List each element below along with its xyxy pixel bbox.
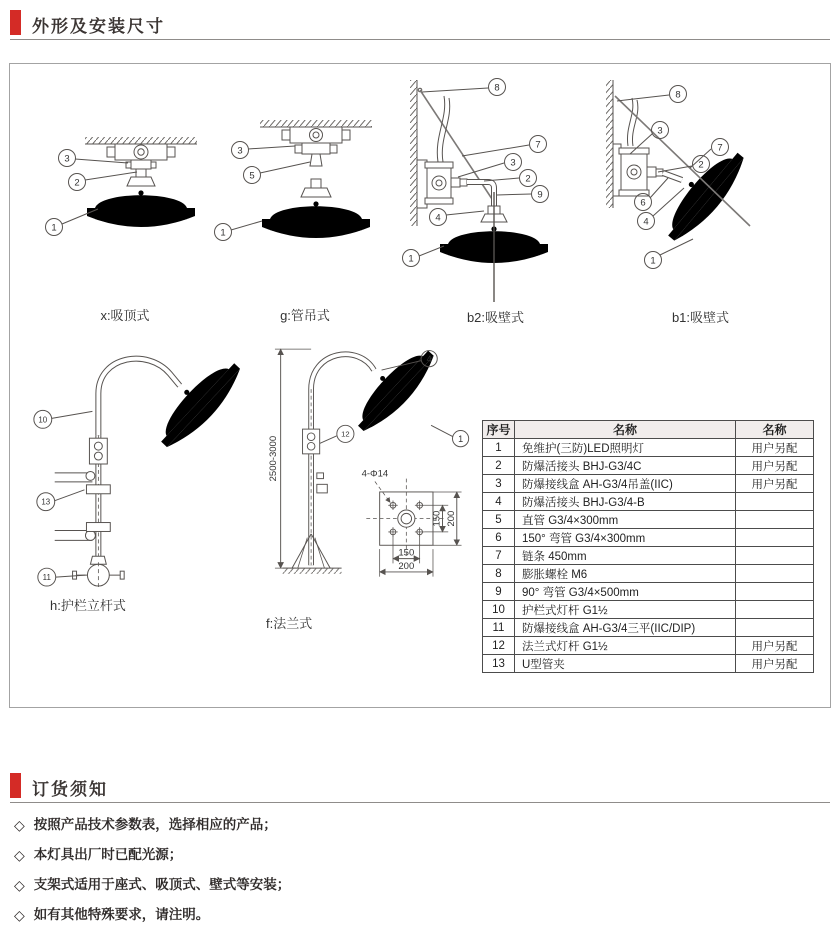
callout	[38, 568, 86, 586]
callout	[34, 410, 93, 428]
cell-no: 13	[483, 655, 515, 673]
table-row	[483, 511, 814, 529]
cell-no: 2	[483, 457, 515, 475]
svg-text:200: 200	[398, 561, 415, 573]
figure-caption: b2:吸壁式	[466, 310, 525, 325]
section-title: 外形及安装尺寸	[32, 17, 165, 36]
cell-name: 150° 弯管 G3/4×300mm	[515, 529, 736, 547]
figure-caption: h:护栏立杆式	[50, 598, 126, 613]
svg-text:8: 8	[675, 89, 681, 101]
svg-text:200: 200	[445, 510, 457, 527]
callout	[403, 246, 445, 267]
figure-pipe-pendant-mount	[210, 84, 400, 324]
cell-remark	[736, 493, 814, 511]
note-item	[14, 810, 290, 840]
table-row	[483, 457, 814, 475]
callout	[215, 221, 263, 241]
cell-name: 护栏式灯杆 G1½	[515, 601, 736, 619]
cell-no: 9	[483, 583, 515, 601]
wall-mount-b1-drawing	[598, 74, 803, 306]
svg-text:1: 1	[51, 222, 57, 234]
section-header-dimensions	[10, 8, 830, 40]
svg-text:13: 13	[41, 497, 51, 507]
svg-text:4: 4	[426, 353, 432, 364]
cell-remark	[736, 511, 814, 529]
note-text: 支架式适用于座式、吸顶式、壁式等安装；	[33, 877, 291, 892]
cell-no: 5	[483, 511, 515, 529]
cell-remark	[736, 565, 814, 583]
figure-caption: f:法兰式	[266, 616, 313, 631]
parts-table	[482, 420, 814, 673]
cell-name: 直管 G3/4×300mm	[515, 511, 736, 529]
table-header-row	[483, 421, 814, 439]
callout	[320, 425, 354, 443]
ceiling-mount-drawing	[30, 84, 220, 302]
cell-name: U型管夹	[515, 655, 736, 673]
cell-name: 链条 450mm	[515, 547, 736, 565]
cell-no: 6	[483, 529, 515, 547]
installation-drawings-panel	[9, 63, 831, 708]
flange-pole-drawing	[262, 332, 484, 610]
svg-text:5: 5	[249, 170, 255, 182]
cell-remark: 用户另配	[736, 475, 814, 493]
callout	[37, 490, 85, 511]
figure-caption: x:吸顶式	[100, 308, 150, 323]
note-text: 按照产品技术参数表，选择相应的产品；	[33, 817, 277, 832]
diamond-bullet-icon: ◇	[14, 817, 25, 833]
callout	[431, 425, 469, 446]
col-header-remark: 名称	[736, 421, 814, 439]
svg-text:2: 2	[698, 159, 704, 171]
svg-text:1: 1	[458, 433, 464, 444]
note-text: 本灯具出厂时已配光源；	[33, 847, 183, 862]
section-header-ordering	[10, 771, 830, 803]
section-title: 订货须知	[32, 780, 108, 799]
svg-text:9: 9	[537, 189, 543, 201]
svg-text:150: 150	[398, 547, 415, 559]
cell-name: 免维护(三防)LED照明灯	[515, 439, 736, 457]
cell-remark	[736, 601, 814, 619]
cell-name: 法兰式灯杆 G1½	[515, 637, 736, 655]
cell-remark: 用户另配	[736, 637, 814, 655]
cell-no: 11	[483, 619, 515, 637]
table-row	[483, 601, 814, 619]
svg-text:7: 7	[535, 139, 541, 151]
figure-caption: b1:吸壁式	[671, 310, 730, 325]
table-row	[483, 475, 814, 493]
callout	[462, 136, 547, 157]
callout	[69, 172, 138, 191]
callout	[430, 209, 485, 226]
diamond-bullet-icon: ◇	[14, 877, 25, 893]
svg-text:2: 2	[74, 177, 80, 189]
svg-text:3: 3	[657, 125, 663, 137]
svg-text:4: 4	[643, 216, 649, 228]
guardrail-pole-drawing	[28, 336, 263, 592]
table-row	[483, 619, 814, 637]
callout	[497, 186, 549, 203]
table-row	[483, 529, 814, 547]
cell-remark: 用户另配	[736, 655, 814, 673]
cell-name: 防爆接线盒 AH-G3/4吊盖(IIC)	[515, 475, 736, 493]
table-row	[483, 439, 814, 457]
callout	[244, 162, 311, 184]
table-row	[483, 637, 814, 655]
cell-no: 10	[483, 601, 515, 619]
svg-text:1: 1	[408, 253, 414, 265]
table-row	[483, 547, 814, 565]
callout	[617, 86, 687, 103]
note-item	[14, 840, 290, 870]
figure-wall-mount-b1	[598, 74, 803, 326]
svg-text:150: 150	[431, 510, 443, 527]
callout	[232, 142, 296, 159]
table-row	[483, 493, 814, 511]
cell-no: 1	[483, 439, 515, 457]
cell-name: 膨胀螺栓 M6	[515, 565, 736, 583]
cell-name: 防爆活接头 BHJ-G3/4C	[515, 457, 736, 475]
svg-text:6: 6	[640, 197, 646, 209]
red-accent-bar	[10, 10, 21, 35]
cell-remark	[736, 619, 814, 637]
svg-text:3: 3	[237, 145, 243, 157]
red-accent-bar	[10, 773, 21, 798]
svg-text:8: 8	[494, 82, 500, 94]
table-row	[483, 565, 814, 583]
diamond-bullet-icon: ◇	[14, 907, 25, 923]
svg-text:2: 2	[525, 173, 531, 185]
svg-text:10: 10	[38, 415, 48, 425]
diamond-bullet-icon: ◇	[14, 847, 25, 863]
wall-mount-b2-drawing	[398, 74, 593, 306]
svg-text:4-Φ14: 4-Φ14	[361, 468, 389, 480]
figure-guardrail-pole-mount	[28, 336, 263, 614]
cell-name: 防爆活接头 BHJ-G3/4-B	[515, 493, 736, 511]
cell-name: 90° 弯管 G3/4×500mm	[515, 583, 736, 601]
ordering-notes	[14, 810, 290, 930]
cell-no: 8	[483, 565, 515, 583]
figure-ceiling-mount	[30, 84, 220, 324]
cell-remark	[736, 583, 814, 601]
cell-remark: 用户另配	[736, 439, 814, 457]
callout	[458, 154, 522, 178]
svg-text:1: 1	[650, 255, 656, 267]
svg-text:7: 7	[717, 142, 723, 154]
cell-no: 12	[483, 637, 515, 655]
note-item	[14, 900, 290, 930]
figure-caption: g:管吊式	[280, 308, 330, 323]
svg-text:3: 3	[510, 157, 516, 169]
cell-name: 防爆接线盒 AH-G3/4三平(IIC/DIP)	[515, 619, 736, 637]
pipe-pendant-drawing	[210, 84, 400, 302]
svg-text:12: 12	[341, 429, 350, 439]
note-item	[14, 870, 290, 900]
col-header-no: 序号	[483, 421, 515, 439]
cell-no: 4	[483, 493, 515, 511]
cell-no: 3	[483, 475, 515, 493]
table-row	[483, 583, 814, 601]
callout	[658, 156, 710, 173]
svg-text:11: 11	[42, 573, 51, 583]
cell-remark	[736, 547, 814, 565]
note-text: 如有其他特殊要求，请注明。	[33, 907, 210, 922]
svg-text:4: 4	[435, 212, 441, 224]
figure-wall-mount-b2	[398, 74, 593, 326]
svg-text:1: 1	[220, 227, 226, 239]
cell-remark: 用户另配	[736, 457, 814, 475]
cell-no: 7	[483, 547, 515, 565]
cell-remark	[736, 529, 814, 547]
col-header-name: 名称	[515, 421, 736, 439]
svg-text:2500-3000: 2500-3000	[267, 435, 279, 482]
table-row	[483, 655, 814, 673]
svg-text:3: 3	[64, 153, 70, 165]
callout	[645, 239, 694, 269]
figure-flange-pole-mount	[262, 332, 484, 632]
callout	[422, 79, 506, 96]
